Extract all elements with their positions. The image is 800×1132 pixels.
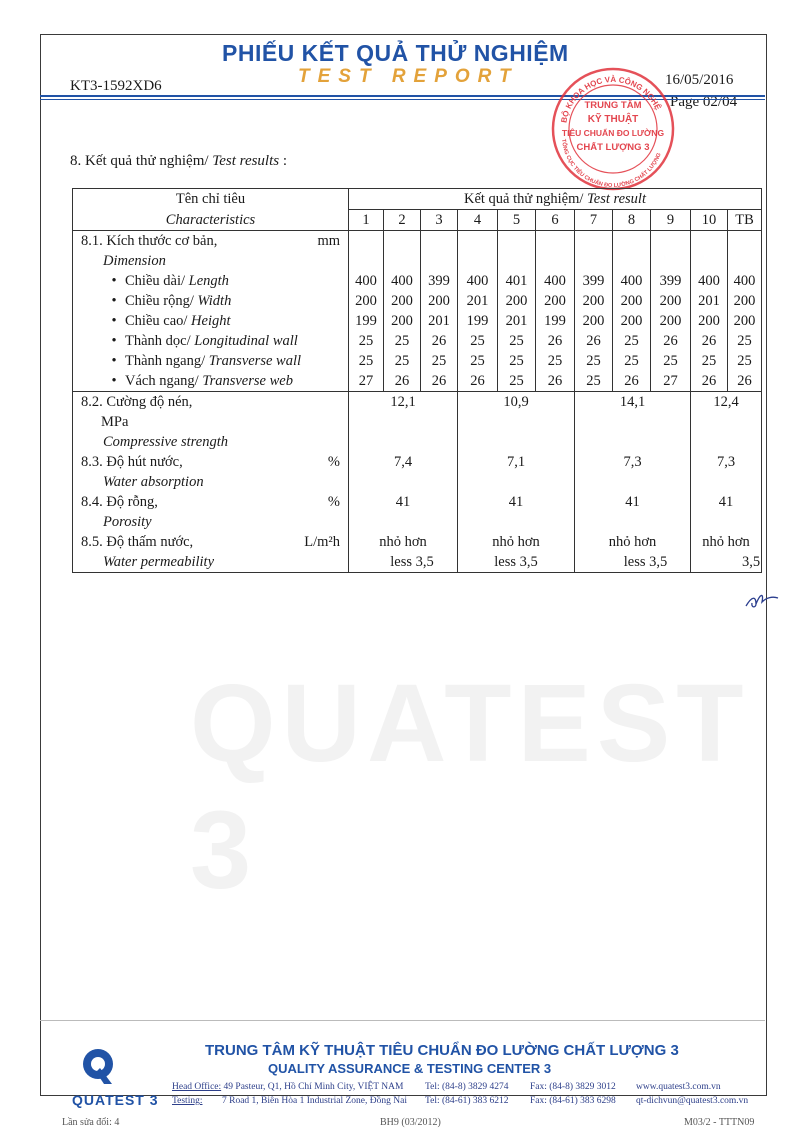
permeability-row <box>73 532 762 573</box>
official-stamp <box>548 64 678 194</box>
porosity-row <box>73 492 762 532</box>
dimension-value: 26 <box>536 331 575 351</box>
permeability-label: 8.5. Độ thấm nước, L/m²h Water permeability <box>73 532 349 573</box>
dimension-value: 400 <box>728 271 762 291</box>
dimension-row-label: • Chiều dài/ Length <box>73 271 349 291</box>
compressive-value: 12,1 <box>349 392 458 453</box>
dimension-value: 26 <box>728 371 762 392</box>
absorption-value: 7,4 <box>349 452 458 492</box>
dimension-value: 200 <box>728 311 762 331</box>
porosity-label: 8.4. Độ rỗng, % Porosity <box>73 492 349 532</box>
result-header: Kết quả thử nghiệm/ Test result <box>349 189 762 210</box>
dimension-value: 25 <box>458 331 498 351</box>
col-header: 2 <box>384 210 421 231</box>
dimension-value: 26 <box>691 331 728 351</box>
section-heading: 8. Kết quả thử nghiệm/ Test results : <box>70 153 288 169</box>
porosity-value: 41 <box>458 492 575 532</box>
dimension-row <box>73 291 762 311</box>
dimension-row <box>73 331 762 351</box>
revision-note: Lần sửa đổi: 4 <box>62 1117 120 1128</box>
watermark: QUATEST 3 <box>190 662 750 912</box>
dimension-value: 26 <box>421 371 458 392</box>
col-header: TB <box>728 210 762 231</box>
dimension-value: 25 <box>691 351 728 371</box>
dimension-value: 25 <box>728 331 762 351</box>
website-link[interactable]: www.quatest3.com.vn <box>636 1082 721 1092</box>
dimension-value: 400 <box>458 271 498 291</box>
dimension-title-row <box>73 231 762 252</box>
dimension-value: 200 <box>613 311 651 331</box>
dimension-value: 25 <box>498 331 536 351</box>
stamp-line-1: TRUNG TÂM <box>584 100 642 111</box>
brand-name: QUATEST 3 <box>72 1092 159 1108</box>
dimension-row <box>73 371 762 392</box>
dimension-value: 200 <box>575 291 613 311</box>
dimension-value: 400 <box>536 271 575 291</box>
absorption-value: 7,3 <box>575 452 691 492</box>
dimension-value: 200 <box>384 311 421 331</box>
dimension-value: 200 <box>575 311 613 331</box>
dimension-value: 399 <box>421 271 458 291</box>
porosity-value: 41 <box>349 492 458 532</box>
dimension-value: 27 <box>349 371 384 392</box>
dimension-value: 201 <box>421 311 458 331</box>
dimension-value: 199 <box>349 311 384 331</box>
dimension-value: 200 <box>421 291 458 311</box>
dimension-value: 200 <box>728 291 762 311</box>
dimension-value: 26 <box>421 331 458 351</box>
email-link[interactable]: qt-dichvun@quatest3.com.vn <box>636 1096 749 1106</box>
col-header: 7 <box>575 210 613 231</box>
absorption-row <box>73 452 762 492</box>
dimension-rows <box>73 271 762 392</box>
document-number: KT3-1592XD6 <box>70 78 162 94</box>
head-office-address: Head Office: 49 Pasteur, Q1, Hồ Chí Minh City, VIỆT NAM <box>172 1082 404 1092</box>
dimension-value: 26 <box>536 371 575 392</box>
dimension-subtitle-row <box>73 251 762 271</box>
porosity-value: 41 <box>575 492 691 532</box>
testing-label: Testing: <box>172 1096 203 1106</box>
dimension-value: 25 <box>498 351 536 371</box>
dimension-value: 400 <box>613 271 651 291</box>
absorption-value: 7,1 <box>458 452 575 492</box>
permeability-value: nhỏ hơn 3,5 <box>691 532 762 573</box>
dimension-value: 25 <box>384 331 421 351</box>
footer-rule <box>40 1020 765 1021</box>
dimension-row-label: • Vách ngang/ Transverse web <box>73 371 349 392</box>
compressive-value: 14,1 <box>575 392 691 453</box>
dimension-value: 201 <box>498 311 536 331</box>
dimension-value: 25 <box>536 351 575 371</box>
dimension-value: 201 <box>691 291 728 311</box>
dimension-value: 25 <box>575 351 613 371</box>
dimension-value: 25 <box>458 351 498 371</box>
col-header: 9 <box>651 210 691 231</box>
dimension-value: 26 <box>458 371 498 392</box>
stamp-line-2: KỸ THUẬT <box>587 114 639 125</box>
quatest-logo-icon <box>78 1046 118 1090</box>
dimension-value: 25 <box>498 371 536 392</box>
report-title: PHIẾU KẾT QUẢ THỬ NGHIỆM <box>222 40 569 66</box>
head-office-fax: Fax: (84-8) 3829 3012 <box>530 1082 616 1092</box>
dimension-value: 201 <box>458 291 498 311</box>
dimension-value: 25 <box>384 351 421 371</box>
dimension-value: 200 <box>384 291 421 311</box>
dimension-value: 200 <box>536 291 575 311</box>
absorption-value: 7,3 <box>691 452 762 492</box>
col-header: 6 <box>536 210 575 231</box>
dimension-row-label: • Chiều rộng/ Width <box>73 291 349 311</box>
dimension-row-label: • Thành ngang/ Transverse wall <box>73 351 349 371</box>
stamp-arc-top: BỘ KHOA HỌC VÀ CÔNG NGHỆ <box>559 74 663 124</box>
dimension-label: 8.1. Kích thước cơ bản, mm <box>73 231 349 252</box>
compressive-value: 12,4 <box>691 392 762 453</box>
testing-tel: Tel: (84-61) 383 6212 <box>425 1096 509 1106</box>
header-row-2 <box>73 210 762 231</box>
dimension-value: 25 <box>728 351 762 371</box>
dimension-value: 26 <box>575 331 613 351</box>
dimension-value: 400 <box>384 271 421 291</box>
dimension-value: 399 <box>651 271 691 291</box>
dimension-value: 399 <box>575 271 613 291</box>
dimension-value: 200 <box>613 291 651 311</box>
dimension-row-label: • Thành dọc/ Longitudinal wall <box>73 331 349 351</box>
dimension-value: 25 <box>613 351 651 371</box>
dimension-value: 27 <box>651 371 691 392</box>
testing-fax: Fax: (84-61) 383 6298 <box>530 1096 616 1106</box>
dimension-value: 25 <box>349 331 384 351</box>
dimension-row <box>73 311 762 331</box>
dimension-value: 25 <box>349 351 384 371</box>
dimension-value: 401 <box>498 271 536 291</box>
report-subtitle: TEST REPORT <box>298 66 519 87</box>
dimension-value: 26 <box>651 331 691 351</box>
absorption-label: 8.3. Độ hút nước, % Water absorption <box>73 452 349 492</box>
dimension-value: 25 <box>613 331 651 351</box>
header-row-1 <box>73 189 762 210</box>
dimension-row-label: • Chiều cao/ Height <box>73 311 349 331</box>
dimension-value: 25 <box>421 351 458 371</box>
organization-name-en: QUALITY ASSURANCE & TESTING CENTER 3 <box>268 1061 552 1076</box>
dimension-value: 25 <box>651 351 691 371</box>
stamp-line-3: TIÊU CHUẨN ĐO LƯỜNG <box>561 128 665 138</box>
organization-name-vi: TRUNG TÂM KỸ THUẬT TIÊU CHUẨN ĐO LƯỜNG CHẤT LƯỢNG 3 <box>205 1042 679 1059</box>
dimension-value: 199 <box>458 311 498 331</box>
permeability-value: nhỏ hơn less 3,5 <box>458 532 575 573</box>
dimension-row <box>73 351 762 371</box>
dimension-value: 200 <box>651 311 691 331</box>
head-office-tel: Tel: (84-8) 3829 4274 <box>425 1082 509 1092</box>
page-number: Page 02/04 <box>670 94 738 110</box>
col-header: 1 <box>349 210 384 231</box>
permeability-value: nhỏ hơn less 3,5 <box>349 532 458 573</box>
dimension-value: 26 <box>691 371 728 392</box>
testing-address: 7 Road 1, Biên Hòa 1 Industrial Zone, Đồng Nai <box>222 1096 407 1106</box>
dimension-value: 25 <box>575 371 613 392</box>
col-header: 4 <box>458 210 498 231</box>
dimension-value: 400 <box>691 271 728 291</box>
stamp-arc-bottom: TỔNG CỤC TIÊU CHUẨN ĐO LƯỜNG CHẤT LƯỢNG <box>560 138 663 190</box>
signature-initials <box>742 590 782 612</box>
porosity-value: 41 <box>691 492 762 532</box>
dimension-label-en: Dimension <box>73 251 349 271</box>
compressive-row <box>73 392 762 453</box>
test-results-table <box>72 188 762 573</box>
dimension-value: 200 <box>651 291 691 311</box>
stamp-line-4: CHẤT LƯỢNG 3 <box>576 142 650 153</box>
dimension-value: 26 <box>384 371 421 392</box>
compressive-label: 8.2. Cường độ nén, MPa Compressive strength <box>73 392 349 453</box>
compressive-value: 10,9 <box>458 392 575 453</box>
form-code: BH9 (03/2012) <box>380 1117 441 1128</box>
col-header: 10 <box>691 210 728 231</box>
permeability-value: nhỏ hơn less 3,5 <box>575 532 691 573</box>
document-code: M03/2 - TTTN09 <box>684 1117 755 1128</box>
col-header: 5 <box>498 210 536 231</box>
characteristics-header-vi: Tên chỉ tiêu <box>73 189 349 210</box>
dimension-value: 200 <box>349 291 384 311</box>
dimension-value: 199 <box>536 311 575 331</box>
dimension-value: 200 <box>691 311 728 331</box>
col-header: 8 <box>613 210 651 231</box>
report-date: 16/05/2016 <box>665 72 734 88</box>
dimension-value: 200 <box>498 291 536 311</box>
col-header: 3 <box>421 210 458 231</box>
characteristics-header-en: Characteristics <box>73 210 349 231</box>
dimension-row <box>73 271 762 291</box>
dimension-value: 400 <box>349 271 384 291</box>
dimension-value: 26 <box>613 371 651 392</box>
